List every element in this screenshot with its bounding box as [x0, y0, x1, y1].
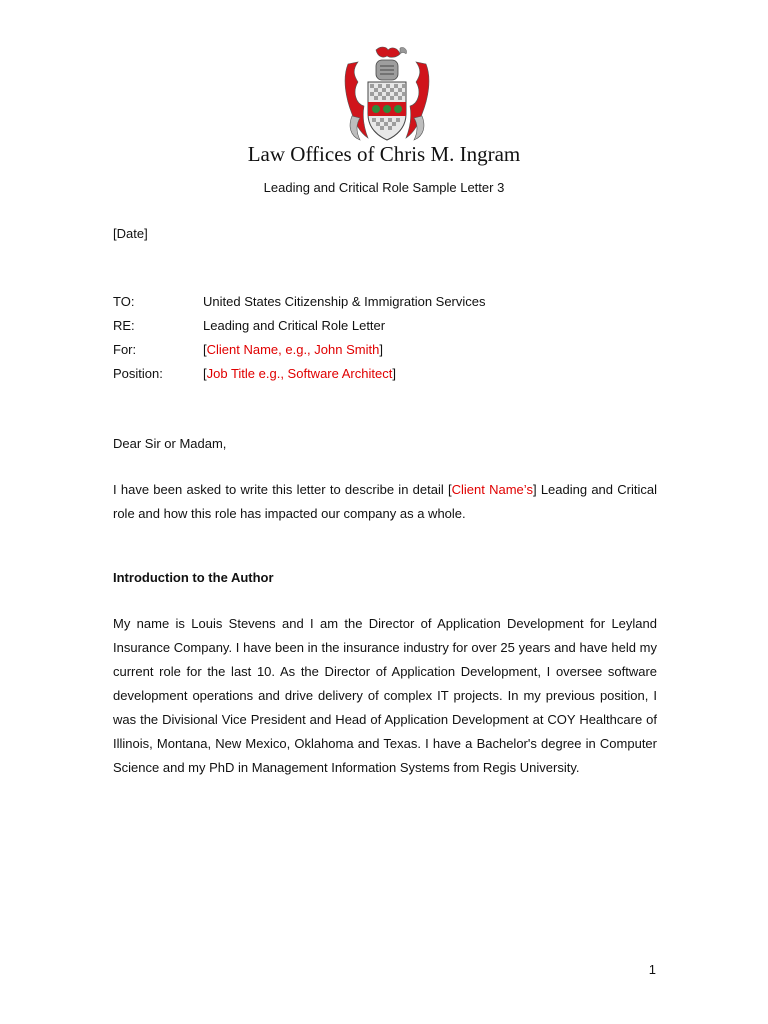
bracket-close: ]	[379, 342, 383, 357]
section-heading: Introduction to the Author	[113, 570, 274, 585]
for-value	[203, 342, 383, 358]
client-name-inline-placeholder: Client Name’s	[451, 482, 533, 497]
bracket-close: ]	[392, 366, 396, 381]
date-placeholder: [Date]	[113, 226, 148, 241]
bracket-open: [	[203, 342, 207, 357]
letter-subtitle: Leading and Critical Role Sample Letter 3	[263, 180, 505, 195]
re-label: RE:	[113, 318, 135, 333]
re-value: Leading and Critical Role Letter	[203, 318, 386, 333]
to-label: TO:	[113, 294, 135, 309]
for-label: For:	[113, 342, 137, 357]
coat-of-arms-icon	[342, 44, 432, 144]
to-value: United States Citizenship & Immigration Services	[203, 294, 486, 309]
intro-paragraph	[113, 478, 657, 526]
intro-text-after: ] Leading and Critical role and how this role has impacted our company as a whole.	[113, 482, 657, 521]
position-value	[203, 366, 396, 382]
author-paragraph: My name is Louis Stevens and I am the Director of Application Development for Leyland Insurance Company. I have been in the insurance industry for over 25 years and have held my current role for the last 10. As the Director of Application Development, I oversee software development operations and drive delivery of complex IT projects. In my previous position, I was the Divisional Vice President and Head of Application Development at COY Healthcare of Illinois, Montana, New Mexico, Oklahoma and Texas. I have a Bachelor's degree in Computer Science and my PhD in Management Information Systems from Regis University.	[113, 616, 657, 775]
job-title-placeholder: Job Title e.g., Software Architect	[206, 366, 393, 381]
firm-name: Law Offices of Chris M. Ingram	[247, 142, 521, 166]
client-name-placeholder: Client Name, e.g., John Smith	[206, 342, 380, 357]
bracket-open: [	[203, 366, 207, 381]
intro-text-before: I have been asked to write this letter to describe in detail [	[113, 482, 452, 497]
salutation: Dear Sir or Madam,	[113, 436, 227, 451]
page-number: 1	[648, 962, 656, 977]
position-label: Position:	[113, 366, 163, 381]
